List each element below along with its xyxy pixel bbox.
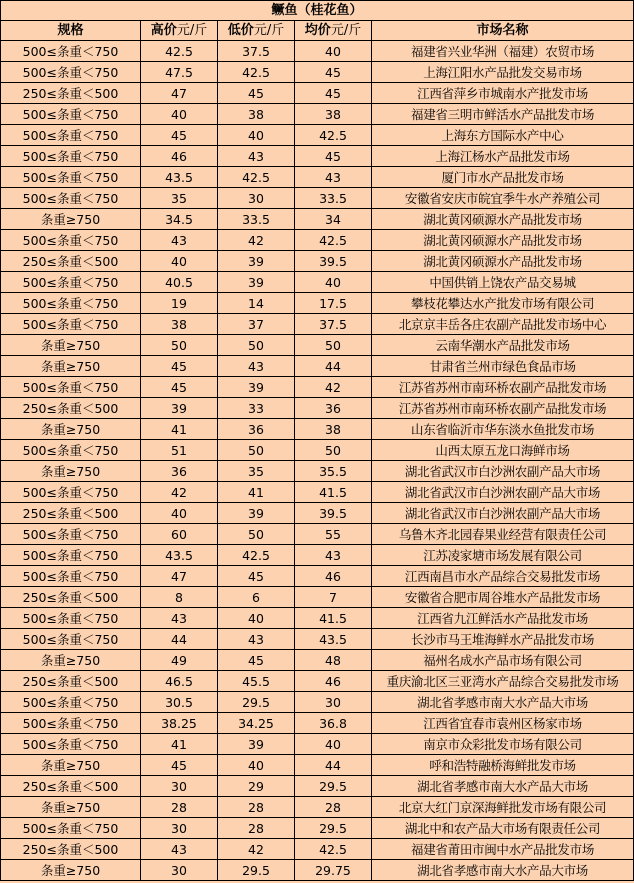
cell-avg: 43	[295, 167, 372, 188]
cell-avg: 33.5	[295, 188, 372, 209]
cell-market: 攀枝花攀达水产批发市场有限公司	[372, 293, 634, 314]
cell-avg: 46	[295, 566, 372, 587]
cell-spec: 500≤条重＜750	[1, 734, 141, 755]
cell-avg: 36	[295, 398, 372, 419]
cell-high: 40	[141, 104, 218, 125]
cell-avg: 55	[295, 524, 372, 545]
cell-spec: 500≤条重＜750	[1, 167, 141, 188]
cell-market: 上海江杨水产品批发市场	[372, 146, 634, 167]
cell-spec: 250≤条重＜500	[1, 839, 141, 860]
table-row	[1, 629, 634, 650]
table-row	[1, 503, 634, 524]
table-row	[1, 545, 634, 566]
cell-high: 40	[141, 251, 218, 272]
table-row	[1, 524, 634, 545]
cell-low: 50	[218, 440, 295, 461]
cell-low: 29.5	[218, 692, 295, 713]
cell-avg: 45	[295, 62, 372, 83]
cell-spec: 500≤条重＜750	[1, 377, 141, 398]
table-row	[1, 293, 634, 314]
cell-spec: 条重≥750	[1, 755, 141, 776]
table-row	[1, 587, 634, 608]
cell-high: 43	[141, 839, 218, 860]
cell-low: 28	[218, 797, 295, 818]
cell-avg: 39.5	[295, 503, 372, 524]
title-row	[1, 1, 634, 21]
cell-market: 山东省临沂市华东淡水鱼批发市场	[372, 419, 634, 440]
table-row	[1, 398, 634, 419]
cell-spec: 250≤条重＜500	[1, 503, 141, 524]
cell-avg: 30	[295, 692, 372, 713]
table-row	[1, 335, 634, 356]
table-row	[1, 734, 634, 755]
table-row	[1, 776, 634, 797]
cell-high: 45	[141, 377, 218, 398]
header-high-unit: 元/斤	[176, 23, 208, 38]
cell-high: 39	[141, 398, 218, 419]
table-row	[1, 461, 634, 482]
cell-spec: 500≤条重＜750	[1, 314, 141, 335]
table-row	[1, 230, 634, 251]
cell-market: 湖北中和农产品大市场有限责任公司	[372, 818, 634, 839]
cell-avg: 28	[295, 797, 372, 818]
cell-high: 30	[141, 818, 218, 839]
table-row	[1, 692, 634, 713]
cell-avg: 42.5	[295, 125, 372, 146]
cell-market: 湖北省孝感市南大水产品大市场	[372, 776, 634, 797]
cell-low: 34.25	[218, 713, 295, 734]
header-avg-unit: 元/斤	[330, 23, 362, 38]
cell-spec: 条重≥750	[1, 419, 141, 440]
table-row	[1, 41, 634, 62]
header-high	[141, 21, 218, 41]
cell-spec: 500≤条重＜750	[1, 566, 141, 587]
cell-spec: 500≤条重＜750	[1, 272, 141, 293]
cell-spec: 条重≥750	[1, 797, 141, 818]
table-row	[1, 146, 634, 167]
table-row	[1, 251, 634, 272]
cell-market: 长沙市马王堆海鲜水产品批发市场	[372, 629, 634, 650]
cell-avg: 37.5	[295, 314, 372, 335]
table-row	[1, 188, 634, 209]
cell-avg: 29.5	[295, 776, 372, 797]
cell-market: 福建省兴业华洲（福建）农贸市场	[372, 41, 634, 62]
cell-spec: 条重≥750	[1, 356, 141, 377]
table-title: 鳜鱼（桂花鱼）	[1, 1, 634, 21]
cell-market: 江西南昌市水产品综合交易批发市场	[372, 566, 634, 587]
table-row	[1, 797, 634, 818]
cell-avg: 40	[295, 272, 372, 293]
cell-market: 湖北黄冈硕源水产品批发市场	[372, 251, 634, 272]
cell-avg: 40	[295, 734, 372, 755]
cell-low: 39	[218, 272, 295, 293]
cell-high: 34.5	[141, 209, 218, 230]
cell-high: 41	[141, 734, 218, 755]
cell-high: 45	[141, 125, 218, 146]
table-row	[1, 209, 634, 230]
cell-avg: 41.5	[295, 608, 372, 629]
cell-low: 36	[218, 419, 295, 440]
cell-market: 江苏省苏州市南环桥农副产品批发市场	[372, 398, 634, 419]
cell-avg: 44	[295, 356, 372, 377]
cell-spec: 500≤条重＜750	[1, 440, 141, 461]
cell-low: 42	[218, 839, 295, 860]
header-avg-label: 均价	[304, 23, 331, 38]
cell-low: 40	[218, 755, 295, 776]
cell-high: 51	[141, 440, 218, 461]
table-row	[1, 482, 634, 503]
cell-avg: 48	[295, 650, 372, 671]
header-market: 市场名称	[372, 21, 634, 41]
cell-market: 北京大红门京深海鲜批发市场有限公司	[372, 797, 634, 818]
cell-spec: 条重≥750	[1, 860, 141, 881]
cell-low: 50	[218, 335, 295, 356]
cell-high: 43.5	[141, 167, 218, 188]
cell-avg: 29.5	[295, 818, 372, 839]
cell-low: 33.5	[218, 209, 295, 230]
table-row	[1, 419, 634, 440]
cell-low: 28	[218, 818, 295, 839]
cell-high: 60	[141, 524, 218, 545]
table-row	[1, 167, 634, 188]
cell-low: 40	[218, 608, 295, 629]
cell-avg: 41.5	[295, 482, 372, 503]
cell-low: 33	[218, 398, 295, 419]
cell-high: 40	[141, 503, 218, 524]
cell-low: 42.5	[218, 62, 295, 83]
cell-spec: 500≤条重＜750	[1, 818, 141, 839]
header-low-unit: 元/斤	[253, 23, 285, 38]
cell-avg: 50	[295, 440, 372, 461]
cell-high: 44	[141, 629, 218, 650]
cell-market: 北京京丰岳各庄农副产品批发市场中心	[372, 314, 634, 335]
header-row	[1, 21, 634, 41]
header-low	[218, 21, 295, 41]
cell-avg: 42.5	[295, 839, 372, 860]
cell-spec: 500≤条重＜750	[1, 545, 141, 566]
cell-spec: 500≤条重＜750	[1, 125, 141, 146]
cell-market: 中国供销上饶农产品交易城	[372, 272, 634, 293]
cell-high: 41	[141, 419, 218, 440]
cell-spec: 250≤条重＜500	[1, 671, 141, 692]
cell-high: 46.5	[141, 671, 218, 692]
table-row	[1, 818, 634, 839]
cell-low: 43	[218, 356, 295, 377]
cell-spec: 条重≥750	[1, 335, 141, 356]
cell-avg: 43	[295, 545, 372, 566]
cell-avg: 46	[295, 671, 372, 692]
cell-low: 45.5	[218, 671, 295, 692]
cell-low: 39	[218, 251, 295, 272]
cell-low: 43	[218, 629, 295, 650]
table-row	[1, 104, 634, 125]
cell-market: 江西省九江鲜活水产品批发市场	[372, 608, 634, 629]
cell-market: 福建省三明市鲜活水产品批发市场	[372, 104, 634, 125]
cell-spec: 500≤条重＜750	[1, 713, 141, 734]
cell-low: 45	[218, 650, 295, 671]
cell-market: 福州名成水产品市场有限公司	[372, 650, 634, 671]
cell-high: 8	[141, 587, 218, 608]
table-row	[1, 713, 634, 734]
cell-market: 江西省宜春市袁州区杨家市场	[372, 713, 634, 734]
table-row	[1, 566, 634, 587]
cell-market: 上海东方国际水产中心	[372, 125, 634, 146]
cell-low: 30	[218, 188, 295, 209]
cell-high: 38	[141, 314, 218, 335]
table-row	[1, 356, 634, 377]
cell-high: 47.5	[141, 62, 218, 83]
cell-market: 湖北省武汉市白沙洲农副产品大市场	[372, 482, 634, 503]
cell-low: 39	[218, 734, 295, 755]
cell-market: 山西太原五龙口海鲜市场	[372, 440, 634, 461]
cell-low: 6	[218, 587, 295, 608]
cell-avg: 38	[295, 104, 372, 125]
cell-avg: 42	[295, 377, 372, 398]
cell-market: 湖北黄冈硕源水产品批发市场	[372, 230, 634, 251]
header-low-label: 低价	[227, 23, 254, 38]
cell-market: 湖北省孝感市南大水产品大市场	[372, 692, 634, 713]
table-row	[1, 377, 634, 398]
cell-spec: 500≤条重＜750	[1, 692, 141, 713]
cell-spec: 500≤条重＜750	[1, 524, 141, 545]
table-row	[1, 272, 634, 293]
table-row	[1, 671, 634, 692]
cell-spec: 250≤条重＜500	[1, 251, 141, 272]
cell-low: 37.5	[218, 41, 295, 62]
cell-avg: 34	[295, 209, 372, 230]
cell-high: 28	[141, 797, 218, 818]
table-row	[1, 314, 634, 335]
cell-low: 39	[218, 503, 295, 524]
cell-high: 40.5	[141, 272, 218, 293]
cell-low: 35	[218, 461, 295, 482]
table-row	[1, 83, 634, 104]
cell-avg: 38	[295, 419, 372, 440]
cell-low: 45	[218, 83, 295, 104]
cell-low: 42.5	[218, 167, 295, 188]
table-row	[1, 608, 634, 629]
cell-spec: 500≤条重＜750	[1, 104, 141, 125]
cell-high: 47	[141, 566, 218, 587]
cell-avg: 50	[295, 335, 372, 356]
cell-spec: 500≤条重＜750	[1, 629, 141, 650]
cell-spec: 250≤条重＜500	[1, 83, 141, 104]
cell-high: 36	[141, 461, 218, 482]
cell-spec: 条重≥750	[1, 461, 141, 482]
cell-low: 14	[218, 293, 295, 314]
cell-avg: 39.5	[295, 251, 372, 272]
cell-high: 47	[141, 83, 218, 104]
cell-low: 45	[218, 566, 295, 587]
cell-low: 37	[218, 314, 295, 335]
cell-market: 安徽省安庆市皖宜季牛水产养殖公司	[372, 188, 634, 209]
table-row	[1, 650, 634, 671]
cell-spec: 条重≥750	[1, 209, 141, 230]
cell-avg: 42.5	[295, 230, 372, 251]
cell-low: 39	[218, 377, 295, 398]
cell-spec: 500≤条重＜750	[1, 482, 141, 503]
cell-high: 45	[141, 356, 218, 377]
cell-avg: 36.8	[295, 713, 372, 734]
cell-high: 35	[141, 188, 218, 209]
cell-low: 29	[218, 776, 295, 797]
cell-high: 49	[141, 650, 218, 671]
cell-avg: 7	[295, 587, 372, 608]
table-row	[1, 755, 634, 776]
cell-market: 厦门市水产品批发市场	[372, 167, 634, 188]
table-row	[1, 860, 634, 881]
table-row	[1, 62, 634, 83]
cell-high: 30.5	[141, 692, 218, 713]
cell-spec: 500≤条重＜750	[1, 41, 141, 62]
table-row	[1, 839, 634, 860]
cell-market: 乌鲁木齐北园春果业经营有限责任公司	[372, 524, 634, 545]
table-row	[1, 440, 634, 461]
cell-avg: 45	[295, 83, 372, 104]
cell-high: 43	[141, 230, 218, 251]
header-spec: 规格	[1, 21, 141, 41]
cell-spec: 500≤条重＜750	[1, 293, 141, 314]
cell-spec: 500≤条重＜750	[1, 608, 141, 629]
cell-high: 50	[141, 335, 218, 356]
cell-avg: 17.5	[295, 293, 372, 314]
cell-spec: 250≤条重＜500	[1, 398, 141, 419]
cell-market: 安徽省合肥市周谷堆水产品批发市场	[372, 587, 634, 608]
cell-avg: 45	[295, 146, 372, 167]
cell-low: 29.5	[218, 860, 295, 881]
cell-market: 湖北省孝感市南大水产品大市场	[372, 860, 634, 881]
cell-high: 43.5	[141, 545, 218, 566]
cell-market: 江苏省苏州市南环桥农副产品批发市场	[372, 377, 634, 398]
cell-high: 30	[141, 860, 218, 881]
cell-market: 江苏凌家塘市场发展有限公司	[372, 545, 634, 566]
cell-spec: 500≤条重＜750	[1, 230, 141, 251]
cell-market: 湖北省武汉市白沙洲农副产品大市场	[372, 503, 634, 524]
cell-low: 42	[218, 230, 295, 251]
cell-high: 45	[141, 755, 218, 776]
cell-market: 重庆渝北区三亚湾水产品综合交易批发市场	[372, 671, 634, 692]
cell-high: 42.5	[141, 41, 218, 62]
cell-spec: 500≤条重＜750	[1, 146, 141, 167]
header-avg	[295, 21, 372, 41]
cell-spec: 250≤条重＜500	[1, 776, 141, 797]
cell-market: 上海江阳水产品批发交易市场	[372, 62, 634, 83]
cell-spec: 500≤条重＜750	[1, 188, 141, 209]
cell-low: 38	[218, 104, 295, 125]
cell-high: 30	[141, 776, 218, 797]
cell-low: 41	[218, 482, 295, 503]
cell-high: 19	[141, 293, 218, 314]
cell-market: 湖北黄冈硕源水产品批发市场	[372, 209, 634, 230]
cell-avg: 35.5	[295, 461, 372, 482]
cell-high: 42	[141, 482, 218, 503]
header-high-label: 高价	[150, 23, 177, 38]
cell-low: 40	[218, 125, 295, 146]
cell-spec: 500≤条重＜750	[1, 62, 141, 83]
cell-high: 46	[141, 146, 218, 167]
cell-market: 福建省莆田市闽中水产品批发市场	[372, 839, 634, 860]
cell-market: 甘肃省兰州市绿色食品市场	[372, 356, 634, 377]
cell-avg: 40	[295, 41, 372, 62]
table-row	[1, 125, 634, 146]
cell-avg: 29.75	[295, 860, 372, 881]
cell-high: 43	[141, 608, 218, 629]
cell-avg: 43.5	[295, 629, 372, 650]
cell-market: 南京市众彩批发市场有限公司	[372, 734, 634, 755]
cell-market: 江西省萍乡市城南水产批发市场	[372, 83, 634, 104]
cell-high: 38.25	[141, 713, 218, 734]
cell-spec: 条重≥750	[1, 650, 141, 671]
cell-market: 湖北省武汉市白沙洲农副产品大市场	[372, 461, 634, 482]
cell-low: 43	[218, 146, 295, 167]
cell-spec: 250≤条重＜500	[1, 587, 141, 608]
cell-low: 50	[218, 524, 295, 545]
cell-low: 42.5	[218, 545, 295, 566]
cell-market: 呼和浩特融桥海鲜批发市场	[372, 755, 634, 776]
cell-avg: 44	[295, 755, 372, 776]
cell-market: 云南华潮水产品批发市场	[372, 335, 634, 356]
